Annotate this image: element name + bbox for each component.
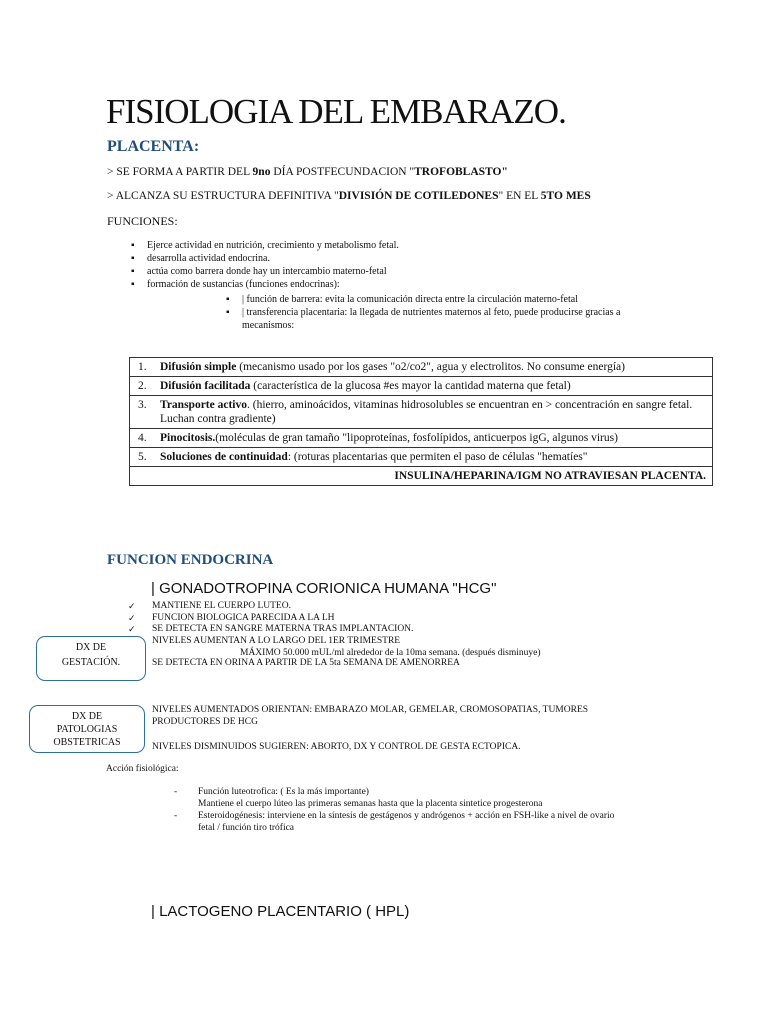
list-item (128, 624, 460, 636)
funciones-list (125, 239, 399, 291)
accion-text: fetal / función tiro trófica (198, 823, 295, 833)
dx-patologias-box (29, 705, 145, 753)
list-item (128, 612, 460, 625)
check-text: SE DETECTA EN ORINA A PARTIR DE LA 5ta SEMANA DE AMENORREA (152, 658, 460, 668)
check-text: NIVELES AUMENTADOS ORIENTAN: EMBARAZO MOLAR, GEMELAR, CROMOSOPATIAS, TUMORES (152, 705, 589, 715)
table-row (130, 429, 713, 448)
box-label: PATOLOGIAS (56, 724, 118, 735)
placenta-structure-line (107, 190, 591, 202)
table-footer-note: INSULINA/HEPARINA/IGM NO ATRAVIESAN PLACENTA. (130, 467, 713, 486)
check-icon: ✓ (128, 624, 136, 634)
dash-bullet: - (174, 811, 178, 821)
hcg-checklist (128, 601, 460, 670)
list-item (174, 786, 614, 798)
list-item (128, 601, 460, 613)
mechanism-name: Transporte activo (160, 399, 247, 411)
check-text: MANTIENE EL CUERPO LUTEO. (152, 601, 291, 611)
list-item: ▪ Ejerce actividad en nutrición, crecimiento y metabolismo fetal. (125, 239, 399, 252)
check-icon: ✓ (128, 601, 136, 611)
accion-text: Esteroidogénesis: interviene en la síntesis de gestágenos y andrógenos + acción en FSH-like a nivel de ovario (198, 811, 615, 821)
line2-bold-cotiledones: DIVISIÓN DE COTILEDONES (338, 190, 499, 202)
check-icon: ✓ (128, 612, 136, 623)
list-item: ▪ desarrolla actividad endocrina. (125, 252, 399, 265)
dash-bullet: - (174, 787, 178, 797)
table-cell (130, 396, 713, 429)
placenta-formation-line (107, 166, 508, 178)
check-text: NIVELES DISMINUIDOS SUGIEREN: ABORTO, DX Y CONTROL DE GESTA ECTOPICA. (152, 742, 521, 752)
row-number: 5. (138, 451, 147, 463)
box-label: OBSTETRICAS (53, 737, 121, 748)
mechanism-name: Difusión facilitada (160, 380, 251, 392)
line1-text-c: DÍA POSTFECUNDACION " (270, 166, 415, 178)
accion-text: Mantiene el cuerpo lúteo las primeras semanas hasta que la placenta sintetice progesterona (198, 799, 543, 809)
list-item: ▪ formación de sustancias (funciones endocrinas): (125, 278, 399, 291)
row-number: 1. (138, 361, 147, 373)
table-row (130, 358, 713, 377)
box-label: DX DE (75, 642, 107, 653)
table-cell (130, 358, 713, 377)
row-number: 3. (138, 399, 147, 411)
accion-list (174, 786, 614, 834)
funciones-label: FUNCIONES: (107, 214, 178, 228)
line1-bold-trofoblasto: TROFOBLASTO" (414, 166, 508, 178)
list-item: ▪ | transferencia placentaria: la llegada de nutrientes maternos al feto, puede producirse gracias a mecanismos: (225, 306, 642, 332)
accion-label: Acción fisiológica: (106, 764, 179, 774)
dx-gestacion-box (36, 636, 146, 681)
section-heading-endocrina: FUNCION ENDOCRINA (107, 552, 274, 568)
list-item: ▪ | función de barrera: evita la comunicación directa entre la circulación materno-fetal (225, 293, 642, 306)
list-item (152, 636, 460, 648)
table-cell (130, 377, 713, 396)
mechanism-name: Soluciones de continuidad (160, 451, 288, 463)
check-text: NIVELES AUMENTAN A LO LARGO DEL 1ER TRIMESTRE (152, 635, 401, 646)
check-text: FUNCION BIOLOGICA PARECIDA A LA LH (152, 612, 335, 623)
mechanism-desc: (moléculas de gran tamaño "lipoproteínas, fosfolípidos, anticuerpos igG, algunos virus) (215, 432, 618, 444)
line1-text-a: > SE FORMA A PARTIR DEL (107, 166, 253, 178)
row-number: 2. (138, 380, 147, 392)
section-heading-placenta: PLACENTA: (107, 138, 200, 155)
line1-bold-day: 9no (252, 166, 271, 178)
hcg-subheading: | GONADOTROPINA CORIONICA HUMANA "HCG" (151, 580, 497, 597)
list-item (174, 810, 614, 822)
page-title: FISIOLOGIA DEL EMBARAZO. (106, 92, 566, 131)
table-row (130, 467, 713, 486)
mechanism-desc: (característica de la glucosa #es mayor la cantidad materna que fetal) (250, 380, 571, 392)
list-item: ▪ actúa como barrera donde hay un intercambio materno-fetal (125, 265, 399, 278)
hcg-levels-checklist (152, 705, 588, 754)
list-item (152, 742, 588, 754)
hcg-max-note: MÁXIMO 50.000 mUL/ml alrededor de la 10ma semana. (después disminuye) (240, 648, 541, 658)
hpl-subheading: | LACTOGENO PLACENTARIO ( HPL) (151, 903, 410, 920)
table-row (130, 377, 713, 396)
list-item (152, 705, 588, 717)
table-cell (130, 429, 713, 448)
mechanisms-table (129, 357, 713, 486)
mechanism-desc: : (roturas placentarias que permiten el paso de células "hematíes" (287, 451, 588, 463)
mechanism-desc: . (hierro, aminoácidos, vitaminas hidrosolubles se encuentran en > concentración en sangre fetal. Luchan contra gradiente) (160, 399, 693, 425)
check-text: PRODUCTORES DE HCG (152, 716, 258, 727)
box-label: DX DE (71, 711, 103, 722)
box-label: GESTACIÓN. (61, 657, 121, 668)
line2-text-a: > ALCANZA SU ESTRUCTURA DEFINITIVA " (107, 190, 339, 202)
row-number: 4. (138, 432, 147, 444)
table-row (130, 448, 713, 467)
accion-text: Función luteotrofica: ( Es la más importante) (198, 787, 369, 797)
line2-bold-month: 5TO MES (540, 190, 591, 202)
check-text: SE DETECTA EN SANGRE MATERNA TRAS IMPLANTACION. (152, 624, 414, 634)
mechanism-desc: (mecanismo usado por los gases "o2/co2", agua y electrolitos. No consume energía) (236, 361, 625, 373)
line2-text-c: " EN EL (498, 190, 541, 202)
table-row (130, 396, 713, 429)
list-item (152, 658, 460, 670)
mechanism-name: Difusión simple (160, 361, 237, 373)
mechanism-name: Pinocitosis. (160, 432, 216, 444)
subfunciones-list (225, 293, 642, 332)
table-cell (130, 448, 713, 467)
list-item-continuation (152, 717, 588, 729)
